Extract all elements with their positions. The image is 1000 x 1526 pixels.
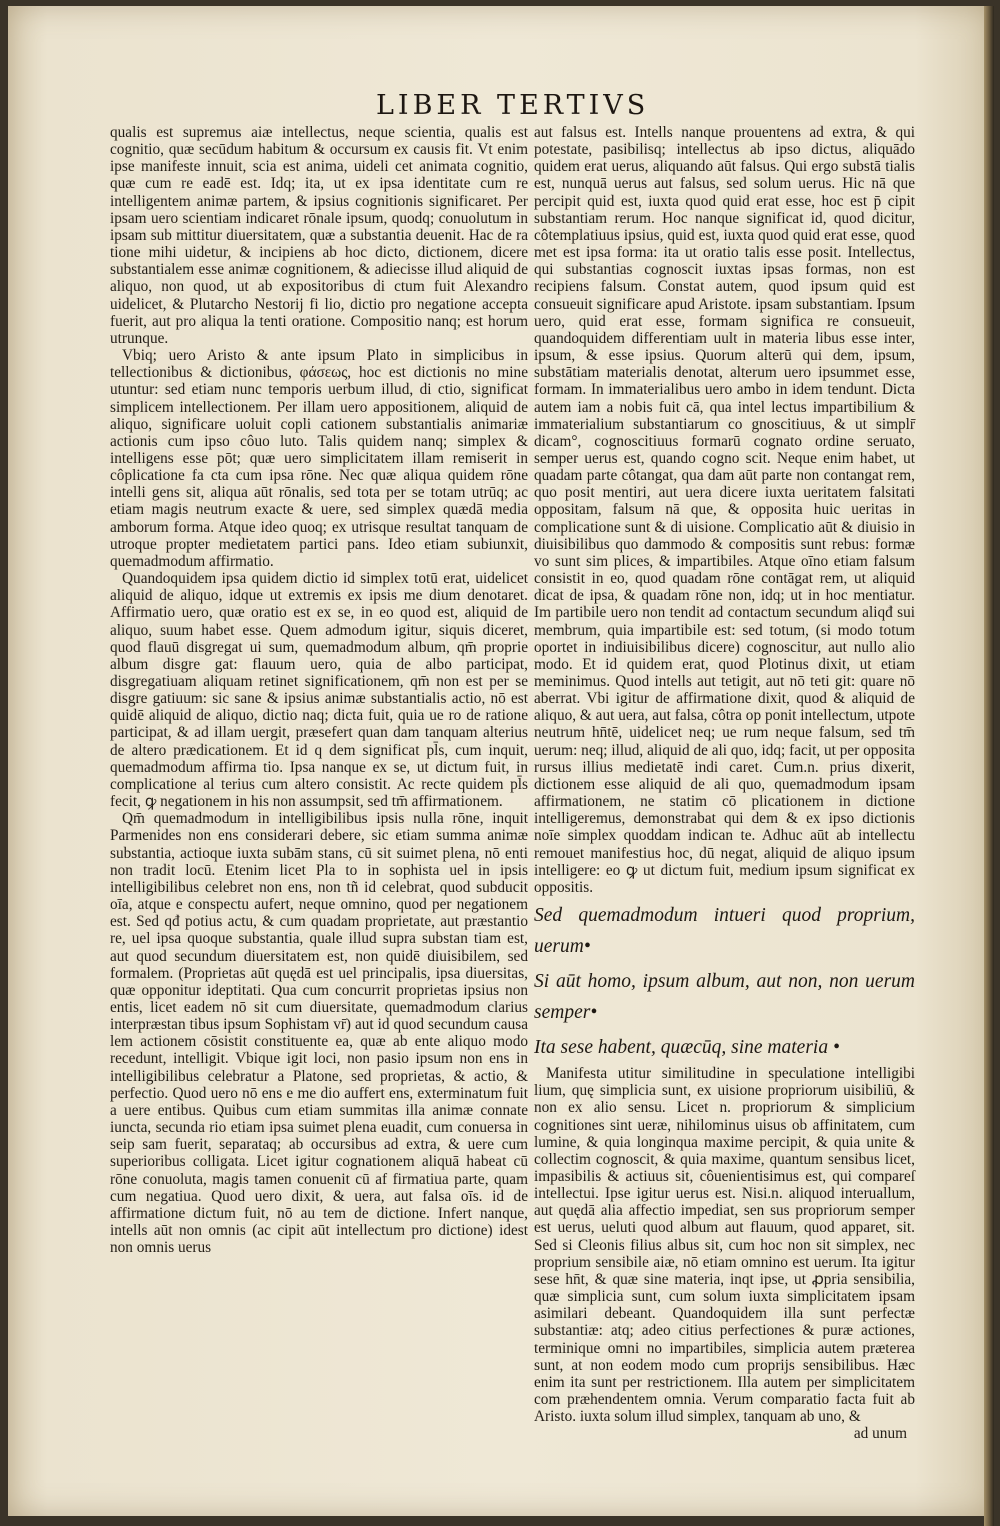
book-edge [984, 6, 994, 1526]
left-column [110, 124, 528, 1256]
left-paragraph-2: Vbiq; uero Aristo & ante ipsum Plato in simplicibus in tellectionibus & dictionibus, φάσεως, hoc est dictionis no mine utuntur: sed etiam nunc temporis uerbum illud, di ctio, significat simplicem intellectionem. Per illam uero appositionem, aliquid de aliquo, significare uoluit copli cationem substantialis animariæ actionis cum ipso côuo luto. Talis quidem nanq; simplex & intelligens esse pōt; quæ uero simplicitatem illam remiserit in côplicatione fa cta cum ipsa rōne. Nec quæ aliqua quidem rōne intelli gens sit, aliqua aūt rōnalis, sed tota per se totam utrūq; ac etiam magis neutrum exacte & uere, sed simplex quædā media amborum forma. Atque ideo quoq; ex utrisque resultat tanquam de utroque propter medietatem partici pans. Ideo etiam subiunxit, quemadmodum affirmatio. [110, 347, 528, 570]
left-paragraph-3: Quandoquidem ipsa quidem dictio id simplex totū erat, uidelicet aliquid de aliquo, idque ut extremis ex ipsis me dium denotaret. Affirmatio uero, quæ oratio est ex se, in eo quod est, aliquid de aliquo, suum habet esse. Quem admodum igitur, siquis diceret, quod flauū disgregat ui sum, quemadmodum album, qm̄ proprie album disgre gat: flauum uero, quia de albo participat, disgregatiuam aliquam retinet significationem, qm̄ non est per se disgre gatiuum: sic sane & ipsius animæ substantialis actio, nō est quidē aliquid de aliquo, dictio naq; dicta fuit, quia ue ro de ratione participat, & ad illam uergit, præsefert quan dam tanquam alterius de altero prædicationem. Et id q dem significat pl̄s, cum inquit, quemadmodum affirma tio. Ipsa nanque ex se, ut dictum fuit, in complicatione al terius cum altero consistit. Ac recte quidem pl̄s fecit, ꝙ negationem in his non assumpsit, sed tm̄ affirmationem. [110, 570, 528, 811]
left-paragraph-4: Qm̄ quemadmodum in intelligibilibus ipsis nulla rōne, inquit Parmenides non ens considerari debere, sic etiam summa animæ substantia, actioque iuxta subām stans, cū sit suimet plena, nō enti non tradit locū. Etenim licet Pla to in sophista uel in ipsis intelligibilibus celebret non ens, non tñ id celebrat, quod subducit oīa, atque e conspectu aufert, neque omnino, quod per negationem est. Sed qđ potius actu, & cum quadam proprietate, aut præstantio re, uel ipsa quoque substantia, quale illud supra substan tiam est, aut quod secundum diuersitatem est, non quidē diuisibilem, sed formalem. (Proprietas aūt quędā est uel principalis, ipsa diuersitas, quæ opponitur ideptitati. Qua cum concurrit proprietas ipsius non entis, licet eadem nō sit cum diuersitate, quemadmodum clarius interpræstan tibus ipsum Sophistam vr̄) aut id quod secundum causa lem actionem cōsistit constituente ea, quæ ab ente aliquo modo recedunt, intelligit. Vbique igit loci, non pasio ipsum non ens in intelligibilibus celebratur a Platone, sed proprietas, & actio, & perfectio. Quod uero nō ens e me dio auffert ens, exterminatum fuit a uere entibus. Quibus cum etiam summitas illa animæ connate iuncta, secunda rio etiam ipsa suimet plena euadit, cum conuersa in seip sam fuerit, separataq; ab occursibus ad extra, & uere cum superioribus colligata. Licet igitur cognationem aliquā habeat cū rōne conuoluta, magis tamen conuenit cū af firmatiua parte, quam cum negatiua. Quod uero dixit, & uera, aut falsa oīs. id de affirmatione dictum fuit, nō au tem de dictione. Infert nanque, intells aūt non omnis (ac cipit aūt intellectum pro dictione) idest non omnis uerus [110, 810, 528, 1257]
right-paragraph-2: Manifesta utitur similitudine in speculatione intelligibi lium, quę simplicia sunt, ex uisione propriorum uisibiliū, & non ex alio sensu. Licet n. propriorum & simplicium cognitiones sint ueræ, nihilominus uisus ob affinitatem, cum lumine, & quia longinqua maxime percipit, & quia unite & collectim cognoscit, & quia maxime, quantum sensibus licet, impasibilis & actiuus sit, côuenientisimus est, qui compareſ intellectui. Ipse igitur uerus est. Nisi.n. aliquod interuallum, aut quędā alia affectio impediat, sen sus propriorum semper est uerus, ueluti quod album aut flauum, quod apparet, sit. Sed si Cleonis filius albus sit, cum hoc non sit simplex, nec proprium sensibile aiæ, nō etiam omnino est uerum. Ita igitur sese hn̄t, & quæ sine materia, inqt ipse, ut ꝓpria sensibilia, quæ simplicia sunt, cum solum iuxta simplicitatem ipsam asimilari debeant. Quandoquidem illa sunt perfectæ substantiæ: atq; adeo citius perfectiones & puræ actiones, terminique omni no impartibiles, simplicia autem præterea sunt, at non eodem modo cum proprijs sensibilibus. Hæc enim ita sunt per restrictionem. Illa autem per simplicitatem com præhendentem omnia. Verum comparatio facta fuit ab Aristo. iuxta solum illud simplex, tanquam ab uno, & [534, 1065, 915, 1426]
book-page [8, 6, 994, 1516]
right-paragraph-1: aut falsus est. Intells nanque prouentens ad extra, & qui potestate, pasibilisq; intellectus ab ipso dictus, aliquādo quidem erat uerus, aliquando aūt falsus. Qui ergo substā tialis est, nunquā uerus aut falsus, sed solum uerus. Hic nā que percipit quid est, iuxta quod quid erat esse, hoc est p̄ cipit substantiam rerum. Hoc nanque significat id, quod dicitur, côtemplatiuus ipsius, quid est, iuxta quod quid erat esse, quod met est ipsa forma: ita ut oratio talis esse posit. Intellectus, qui substantias cognoscit iuxtas ipsas formas, non est recipiens falsum. Constat autem, quod ipsum quid est consueuit significare apud Aristote. ipsam substantiam. Ipsum uero, quid erat esse, formam significa re consueuit, quandoquidem differentiam uult in materia libus esse inter, ipsum, & esse ipsius. Quorum alterū qui dem, ipsum, substātiam materialis denotat, alterum uero ipsummet esse, formam. In immaterialibus uero ambo in idem tendunt. Dicta autem iam a nobis fuit cā, qua intel lectus impartibilium & immaterialium substantiarum co gnoscitiuus, & ut simplr̄ dicam°, cognoscitiuus formarū cognato ordine seruato, semper uerus est, quando cogno scit. Neque enim habet, ut quadam parte côtangat, qua dam aūt parte non contangat rem, quo posit mentiri, aut uera dicere iuxta ueritatem falsitati oppositam, falsum nā que, & opposita huic ueritas in complicatione sunt & di uisione. Complicatio aūt & diuisio in diuisibilibus quo dammodo & compositis sunt rebus: formæ vo sunt sim plices, & impartibiles. Atque oīno etiam falsum consistit in eo, quod quadam rōne contāgat rem, ut aliquid dicat de ipsa, & quadam rōne non, idq; ut in hoc mentiatur. Im partibile uero non tendit ad contactum secundum aliqđ sui membrum, quia impartibile est: sed totum, (si modo totum oportet in indiuisibilibus dicere) cognoscitur, aut nullo alio modo. Et id quidem erat, quod Plotinus dixit, ut etiam meminimus. Quod intells aut tetigit, aut nō teti git: quare nō aberrat. Vbi igitur de affirmatione dixit, quod & aliquid de aliquo, & aut uera, aut falsa, côtra op ponit intellectum, utpote neutrum hn̄tē, uidelicet neq; ue rum neque falsum, sed tm̄ uerum: neq; illud, aliquid de ali quo, idq; facit, ut per opposita rursus illius medietatē indi caret. Cum.n. prius dixerit, dictionem esse aliquid de ali quo, quemadmodum ipsam affirmationem, ne statim cō plicationem in dictione intelligeremus, demonstrabat qui dem & ex ipso dictionis noīe simplex quoddam indican te. Adhuc aūt ab intellectu remouet manifestius hoc, dū negat, aliquid de aliquo ipsum intelligere: eo ꝙ ut dictum fuit, medium ipsum significat ex oppositis. [534, 124, 915, 896]
running-header: LIBER TERTIVS [376, 90, 650, 121]
catchword: ad unum [853, 1425, 907, 1443]
right-column [534, 124, 915, 1442]
lemma-line-3: Ita sese habent, quæcūq, sine materia • [534, 1037, 840, 1059]
lemma-line-1: Sed quemadmodum intueri quod proprium, uerum• [534, 905, 915, 958]
left-paragraph-1: qualis est supremus aiæ intellectus, neque scientia, qualis est cognitio, quæ secūdum habitum & occursum ex causis fit. Vt enim ipse manifeste innuit, scia est anima, uideli cet animata cognitio, quæ cum re eadē est. Idq; ita, ut ex ipsa identitate cum re intelligentem animæ partem, & ipsius cognitionis significaret. Per ipsam uero scientiam indicaret rōnale ipsum, quodq; conuolutum in ipsam sub mittitur diuersitatem, quæ a substantia deuenit. Hac de ra tione mihi uidetur, & incipiens ab hoc dicto, dictionem, dicere substantialem esse animæ cognitionem, & adiecisse illud aliquid de aliquo, non quod, ut ab expositoribus di ctum fuit Alexandro uidelicet, & Plutarcho Nestorij fi lio, dictio pro negatione accepta fuerit, aut pro aliqua la tenti oratione. Compositio nanq; est horum utrunque. [110, 124, 528, 347]
lemma-line-2: Si aūt homo, ipsum album, aut non, non uerum semper• [534, 971, 915, 1024]
